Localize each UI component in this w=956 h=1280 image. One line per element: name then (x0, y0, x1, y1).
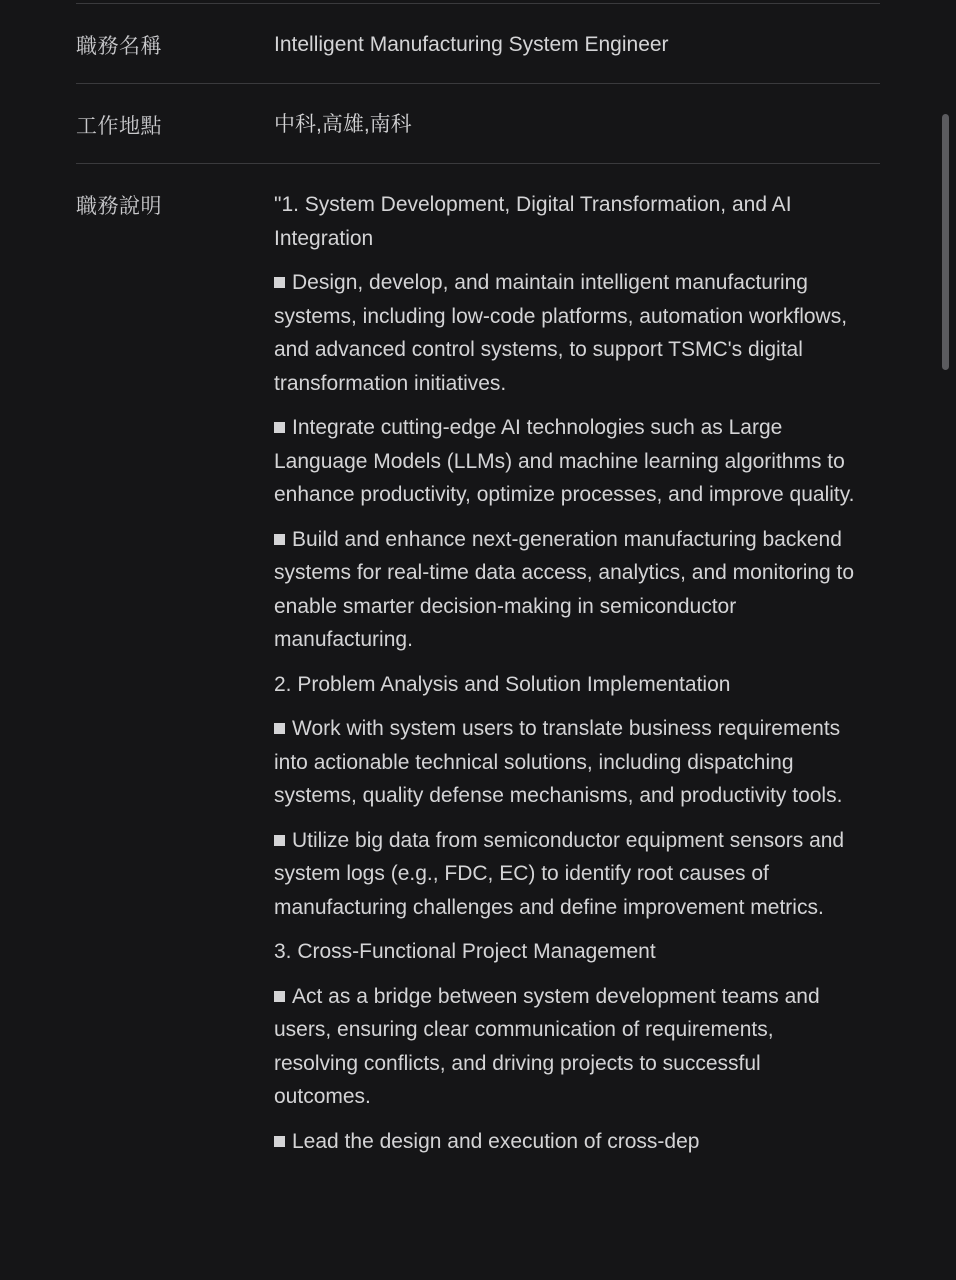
description-paragraph: Integrate cutting-edge AI technologies such as Large Language Models (LLMs) and machine learning algorithms to enhance productivity, optimize processes, and improve quality. (274, 416, 855, 506)
description-paragraph: 3. Cross-Functional Project Management (274, 940, 656, 963)
description-paragraph: Work with system users to translate business requirements into actionable technical solutions, including dispatching systems, quality defense mechanisms, and productivity tools. (274, 717, 843, 807)
bullet-square-icon (274, 534, 285, 545)
job-title-label: 職務名稱 (76, 35, 162, 58)
description-paragraph: Lead the design and execution of cross-dep (274, 1125, 880, 1159)
job-title-row (76, 3, 880, 83)
bullet-square-icon (274, 835, 285, 846)
job-location-value: 中科,高雄,南科 (274, 113, 412, 136)
job-description-label: 職務說明 (76, 195, 162, 218)
description-paragraph: "1. System Development, Digital Transformation, and AI Integration (274, 193, 792, 250)
description-paragraph: Design, develop, and maintain intelligent manufacturing systems, including low-code platforms, automation workflows, and advanced control systems, to support TSMC's digital transformation initiatives. (274, 271, 848, 395)
bullet-square-icon (274, 1136, 285, 1147)
description-paragraph: Build and enhance next-generation manufacturing backend systems for real-time data access, analytics, and monitoring to enable smarter decision-making in semiconductor manufacturing. (274, 527, 855, 651)
description-paragraph: Act as a bridge between system development teams and users, ensuring clear communication of requirements, resolving conflicts, and driving projects to successful outcomes. (274, 984, 820, 1108)
job-title-value: Intelligent Manufacturing System Engineer (274, 33, 669, 56)
job-description-row (76, 163, 880, 1169)
bullet-square-icon (274, 277, 285, 288)
scrollbar-thumb[interactable] (942, 114, 949, 370)
job-description-body (274, 164, 880, 1169)
job-location-label: 工作地點 (76, 115, 162, 138)
bullet-square-icon (274, 723, 285, 734)
job-details-table (76, 0, 880, 1169)
description-paragraph: 2. Problem Analysis and Solution Implementation (274, 672, 731, 696)
job-location-row (76, 83, 880, 163)
bullet-square-icon (274, 991, 285, 1002)
bullet-square-icon (274, 422, 285, 433)
description-paragraph: Utilize big data from semiconductor equipment sensors and system logs (e.g., FDC, EC) to identify root causes of manufacturing challenges and define improvement metrics. (274, 828, 845, 919)
